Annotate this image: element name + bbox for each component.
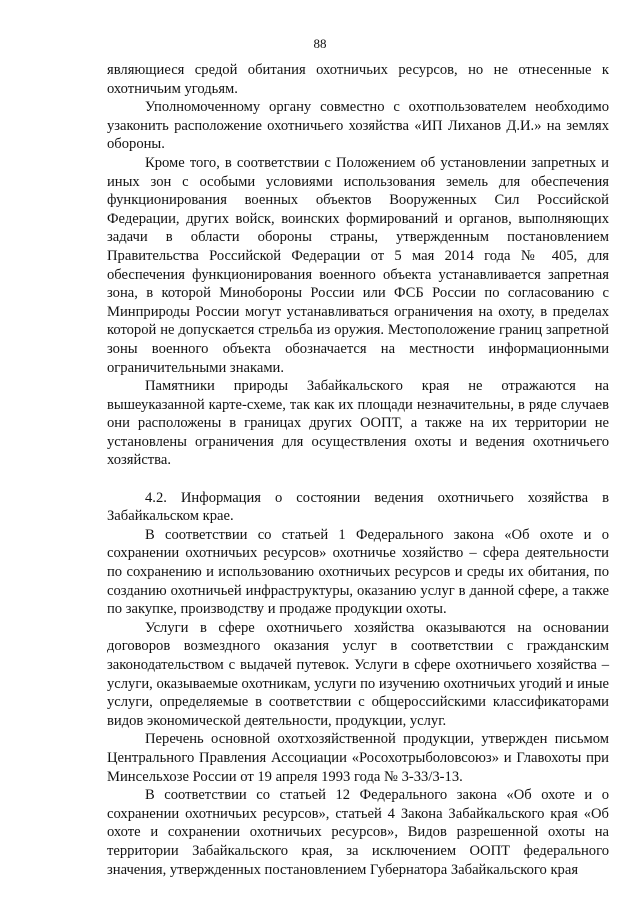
page-number: 88 <box>313 36 327 51</box>
document-body <box>107 61 609 879</box>
section-heading-4-2: 4.2. Информация о состоянии ведения охотничьего хозяйства в Забайкальском крае. <box>107 489 609 525</box>
paragraph-permitted-hunting: В соответствии со статьей 12 Федерального закона «Об охоте и о сохранении охотничьих ресурсов», статьей 4 Закона Забайкальского края «Об охоте и сохранении охотничьих ресурсов», Видов разрешенной охоты на территории Забайкальского края, за исключением ООПТ федерального значения, утвержденных постановлением Губернатора Забайкальского края <box>107 787 609 878</box>
paragraph-continuation: являющиеся средой обитания охотничьих ресурсов, но не отнесенные к охотничьим угодьям. <box>107 62 609 97</box>
paragraph-hunting-economy-definition: В соответствии со статьей 1 Федерального закона «Об охоте и о сохранении охотничьих ресурсов» охотничье хозяйство – сфера деятельности по сохранению и использованию охотничьих ресурсов и среды их обитания, по созданию охотничьей инфраструктуры, оказанию услуг в данной сфере, а также по закупке, производству и продаже продукции охоты. <box>107 526 609 618</box>
paragraph-product-list: Перечень основной охотхозяйственной продукции, утвержден письмом Центрального Правления Ассоциации «Росохотрыболовсоюз» и Главохоты при Минсельхозе России от 19 апреля 1993 года № 3-33/3-13. <box>107 731 609 785</box>
paragraph-natural-monuments: Памятники природы Забайкальского края не отражаются на вышеуказанной карте-схеме, так как их площади незначительны, в ряде случаев они расположены в границах других ООПТ, а также на их территории не установлены ограничения для осуществления охоты и ведения охотничьего хозяйства. <box>107 378 609 469</box>
paragraph-legalize-location: Уполномоченному органу совместно с охотпользователем необходимо узаконить расположение охотничьего хозяйства «ИП Лиханов Д.И.» на землях обороны. <box>107 99 609 153</box>
paragraph-hunting-services: Услуги в сфере охотничьего хозяйства оказываются на основании договоров возмездного оказания услуг в соответствии с гражданским законодательством с выдачей путевок. Услуги в сфере охотничьего хозяйства – услуги, оказываемые охотникам, услуги по изучению охотничьих угодий и иные услуги, определяемые в соответствии с общероссийскими классификаторами видов экономической деятельности, продукции, услуг. <box>107 619 609 729</box>
paragraph-restricted-zones: Кроме того, в соответствии с Положением об установлении запретных и иных зон с особыми условиями использования земель для обеспечения функционирования военных объектов Вооруженных Сил Российской Федерации, других войск, воинских формирований и органов, выполняющих задачи в области обороны страны, утвержденным постановлением Правительства Российской Федерации от 5 мая 2014 года № 405, для обеспечения функционирования военного объекта устанавливается запретная зона, в которой Минобороны России или ФСБ России по согласованию с Минприроды России могут устанавливаться ограничения на охоту, в пределах которой не допускается стрельба из оружия. Местоположение границ запретной зоны военного объекта обозначается на местности информационными ограничительными знаками. <box>107 154 609 376</box>
